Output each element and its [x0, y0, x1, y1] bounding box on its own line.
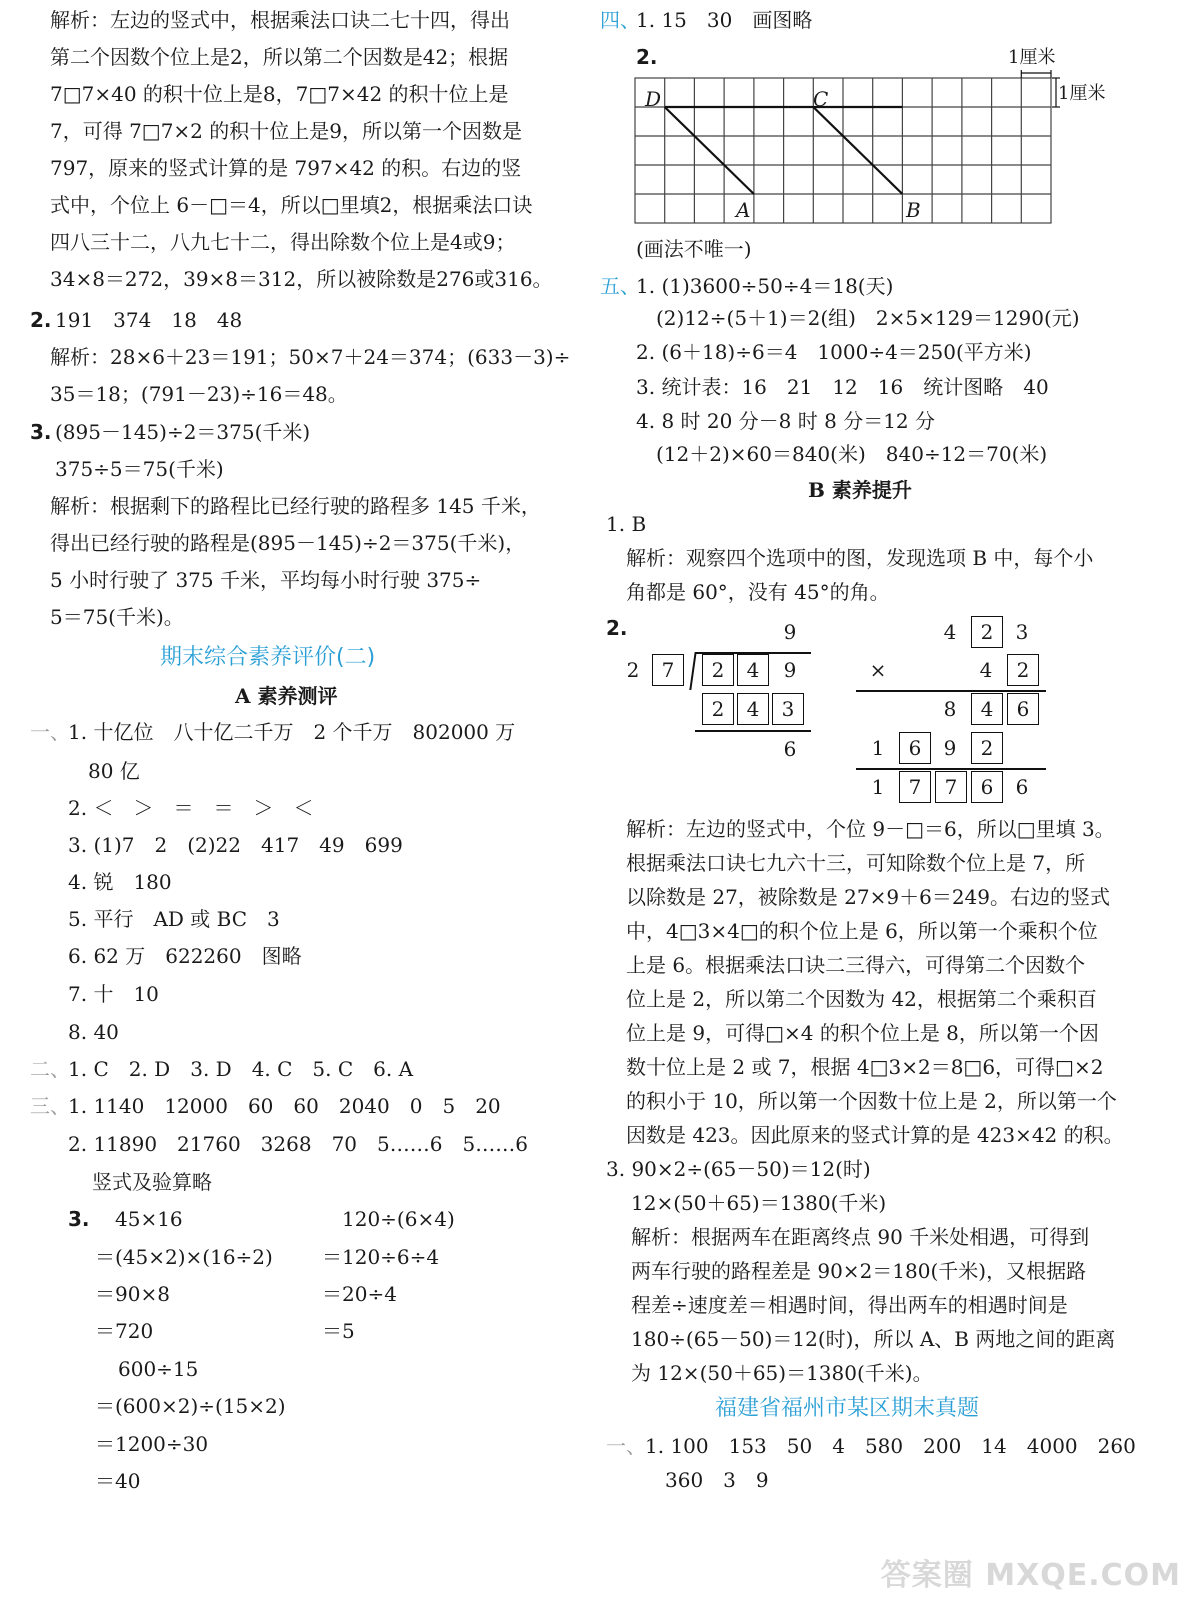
- calc-line: ＝20÷4: [322, 1282, 397, 1306]
- answer-line: 3. 90×2÷(65－50)＝12(时): [606, 1157, 871, 1181]
- unit-label-horizontal: 1厘米: [1008, 47, 1056, 68]
- analysis-line: 程差÷速度差＝相遇时间，得出两车的相遇时间是: [631, 1293, 1068, 1317]
- analysis-line: 式中，个位上 6－□＝4，所以□里填2，根据乘法口诀: [50, 193, 533, 217]
- analysis-line: 35＝18；(791－23)÷16＝48。: [50, 382, 348, 406]
- calc-line: ＝120÷6÷4: [322, 1245, 440, 1269]
- answer-line: 80 亿: [88, 759, 140, 783]
- answer-line: 12×(50＋65)＝1380(千米): [631, 1191, 887, 1215]
- analysis-line: 位上是 2，所以第二个因数为 42，根据第二个乘积百: [626, 987, 1097, 1011]
- calc-line: 120÷(6×4): [342, 1207, 455, 1231]
- answer-line: 2. (6＋18)÷6＝4 1000÷4＝250(平方米): [636, 340, 1032, 364]
- answer-line: 1. 1140 12000 60 60 2040 0 5 20: [68, 1094, 501, 1118]
- analysis-line: 以除数是 27，被除数是 27×9＋6＝249。右边的竖式: [626, 885, 1110, 909]
- analysis-line: 797，原来的竖式计算的是 797×42 的积。右边的竖: [50, 156, 522, 180]
- answer-line: 1. (1)3600÷50÷4＝18(天): [636, 274, 894, 298]
- answer-line: 1. 15 30 画图略: [636, 8, 813, 32]
- answer-line: 竖式及验算略: [92, 1170, 212, 1194]
- question-number: 2.: [606, 616, 628, 640]
- digit: 8: [943, 697, 957, 721]
- analysis-line: 5 小时行驶了 375 千米，平均每小时行驶 375÷: [50, 568, 482, 592]
- answer-box: 2: [702, 654, 734, 686]
- answer-line: 2. 11890 21760 3268 70 5……6 5……6: [68, 1132, 528, 1156]
- note: (画法不唯一): [636, 237, 752, 261]
- unit-label-vertical: 1厘米: [1058, 83, 1106, 104]
- answer-line: 1. B: [606, 512, 647, 536]
- analysis-line: 角都是 60°，没有 45°的角。: [626, 580, 890, 604]
- section-title: 福建省福州市某区期末真题: [715, 1396, 980, 1421]
- part-label: 一、: [30, 720, 70, 744]
- digit: 4: [943, 620, 957, 644]
- answer-line: 375÷5＝75(千米): [55, 457, 224, 481]
- analysis-line: 两车行驶的路程差是 90×2＝180(千米)，又根据路: [631, 1259, 1087, 1283]
- digit: 4: [979, 658, 993, 682]
- analysis-line: 34×8＝272，39×8＝312，所以被除数是276或316。: [50, 267, 553, 291]
- calc-line: ＝720: [95, 1319, 154, 1343]
- answer-box: 2: [702, 693, 734, 725]
- answer-line: 360 3 9: [665, 1468, 769, 1492]
- analysis-line: 解析：左边的竖式中，个位 9－□＝6，所以□里填 3。: [626, 817, 1115, 841]
- part-label: 二、: [30, 1057, 70, 1081]
- answer-line: 5. 平行 AD 或 BC 3: [68, 907, 280, 931]
- answer-box: 6: [971, 771, 1003, 803]
- calc-line: ＝90×8: [95, 1282, 170, 1306]
- part-label: 五、: [600, 274, 640, 298]
- digit: 1: [871, 736, 885, 760]
- answer-box: 2: [971, 732, 1003, 764]
- watermark: 答案圈 MXQE.COM: [880, 1558, 1181, 1593]
- analysis-line: 根据乘法口诀七九六十三，可知除数个位上是 7，所: [626, 851, 1086, 875]
- digit: 6: [1015, 775, 1029, 799]
- point-label-d: D: [645, 87, 662, 111]
- answer-box: 2: [1007, 654, 1039, 686]
- analysis-line: 为 12×(50＋65)＝1380(千米)。: [631, 1361, 933, 1385]
- analysis-line: 解析：根据两车在距离终点 90 千米处相遇，可得到: [631, 1225, 1090, 1249]
- answer-line: 3. 统计表：16 21 12 16 统计图略 40: [636, 375, 1049, 399]
- answer-line: 1. 100 153 50 4 580 200 14 4000 260: [645, 1434, 1136, 1458]
- part-label: 四、: [600, 8, 640, 32]
- answer-line: 4. 8 时 20 分－8 时 8 分＝12 分: [636, 409, 936, 433]
- analysis-line: 第二个因数个位上是2，所以第二个因数是42；根据: [50, 45, 509, 69]
- analysis-line: 7□7×40 的积十位上是8，7□7×42 的积十位上是: [50, 82, 509, 106]
- point-label-c: C: [813, 87, 829, 111]
- analysis-line: 位上是 9，可得□×4 的积个位上是 8，所以第一个因: [626, 1021, 1099, 1045]
- analysis-line: 解析：根据剩下的路程比已经行驶的路程多 145 千米，: [50, 494, 541, 518]
- part-label: 三、: [30, 1094, 70, 1118]
- calc-line: ＝5: [322, 1319, 355, 1343]
- calc-line: ＝40: [95, 1469, 141, 1493]
- analysis-line: 解析：左边的竖式中，根据乘法口诀二七十四，得出: [50, 8, 510, 32]
- question-number: 3.: [68, 1207, 90, 1231]
- part-label: 一、: [606, 1434, 646, 1458]
- answer-line: 3. (1)7 2 (2)22 417 49 699: [68, 833, 403, 857]
- analysis-line: 得出已经行驶的路程是(895－145)÷2＝375(千米)，: [50, 531, 526, 555]
- sub-title: B 素养提升: [808, 478, 912, 502]
- calc-line: ＝(600×2)÷(15×2): [95, 1394, 286, 1418]
- question-number: 3.: [30, 420, 52, 444]
- analysis-line: 5＝75(千米)。: [50, 605, 184, 629]
- answer-line: (12＋2)×60＝840(米) 840÷12＝70(米): [656, 442, 1048, 466]
- answer-box: 6: [1007, 693, 1039, 725]
- answer-line: 6. 62 万 622260 图略: [68, 944, 302, 968]
- point-label-b: B: [906, 198, 921, 222]
- point-label-a: A: [736, 198, 751, 222]
- analysis-line: 7，可得 7□7×2 的积十位上是9，所以第一个因数是: [50, 119, 522, 143]
- dividend-digit: 9: [783, 658, 797, 682]
- answer-line: 8. 40: [68, 1020, 119, 1044]
- answer-line: 1. 十亿位 八十亿二千万 2 个千万 802000 万: [68, 720, 516, 744]
- multiply-sign: ×: [869, 658, 887, 682]
- calc-line: ＝1200÷30: [95, 1432, 209, 1456]
- answer-line: 1. C 2. D 3. D 4. C 5. C 6. A: [68, 1057, 414, 1081]
- section-title: 期末综合素养评价(二): [160, 645, 376, 670]
- analysis-line: 解析：观察四个选项中的图，发现选项 B 中，每个小: [626, 546, 1094, 570]
- question-number: 2.: [30, 308, 52, 332]
- analysis-line: 数十位上是 2 或 7，根据 4□3×2＝8□6，可得□×2: [626, 1055, 1104, 1079]
- answer-line: 4. 锐 180: [68, 870, 172, 894]
- digit: 3: [1015, 620, 1029, 644]
- analysis-line: 四八三十二，八九七十二，得出除数个位上是4或9；: [50, 230, 516, 254]
- remainder-digit: 6: [783, 737, 797, 761]
- analysis-line: 因数是 423。因此原来的竖式计算的是 423×42 的积。: [626, 1123, 1124, 1147]
- calc-line: 600÷15: [118, 1357, 199, 1381]
- digit: 1: [871, 775, 885, 799]
- question-number: 2.: [636, 45, 658, 69]
- answer-line: (2)12÷(5＋1)＝2(组) 2×5×129＝1290(元): [656, 306, 1080, 330]
- analysis-line: 中，4□3×4□的积个位上是 6，所以第一个乘积个位: [626, 919, 1098, 943]
- answer-box: 7: [935, 771, 967, 803]
- grid-figure: [630, 60, 1060, 230]
- answer-box: 4: [971, 693, 1003, 725]
- answer-box: 4: [737, 654, 769, 686]
- digit: 9: [943, 736, 957, 760]
- answer-line: 191 374 18 48: [55, 308, 243, 332]
- answer-box: 7: [652, 654, 684, 686]
- answer-line: 2. ＜ ＞ ＝ ＝ ＞ ＜: [68, 796, 314, 820]
- answer-box: 2: [971, 616, 1003, 648]
- analysis-line: 的积小于 10，所以第一个因数十位上是 2，所以第一个: [626, 1089, 1117, 1113]
- sub-title: A 素养测评: [235, 684, 338, 708]
- analysis-line: 上是 6。根据乘法口诀二三得六，可得第二个因数个: [626, 953, 1086, 977]
- answer-box: 4: [737, 693, 769, 725]
- answer-line: (895－145)÷2＝375(千米): [55, 420, 311, 444]
- analysis-line: 解析：28×6＋23＝191；50×7＋24＝374；(633－3)÷: [50, 345, 571, 369]
- answer-box: 7: [899, 771, 931, 803]
- quotient-digit: 9: [783, 620, 797, 644]
- divisor-digit: 2: [626, 658, 640, 682]
- calc-line: ＝(45×2)×(16÷2): [95, 1245, 273, 1269]
- analysis-line: 180÷(65－50)＝12(时)，所以 A、B 两地之间的距离: [631, 1327, 1116, 1351]
- calc-line: 45×16: [115, 1207, 183, 1231]
- answer-line: 7. 十 10: [68, 982, 159, 1006]
- answer-box: 3: [772, 693, 804, 725]
- answer-box: 6: [899, 732, 931, 764]
